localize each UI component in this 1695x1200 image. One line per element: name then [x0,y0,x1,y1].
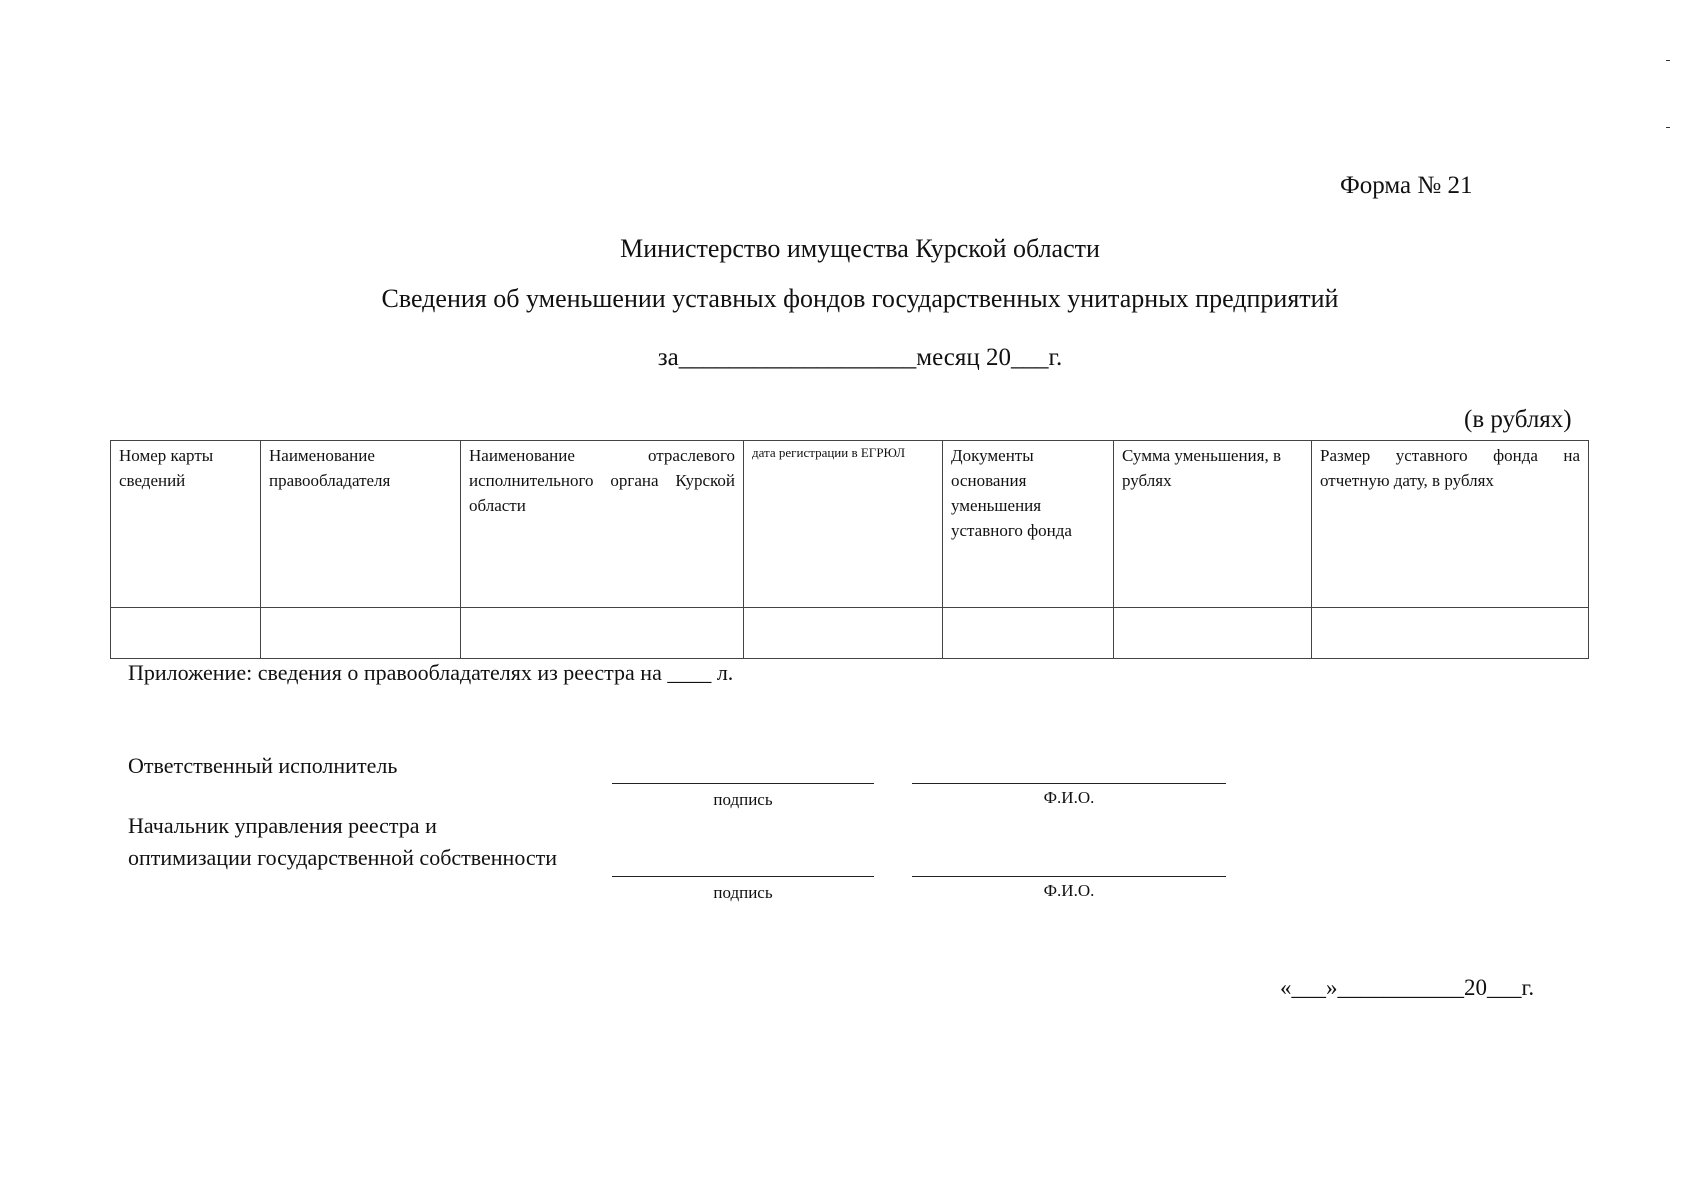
table-cell [1312,608,1589,659]
appendix-note: Приложение: сведения о правообладателях из реестра на ____ л. [128,660,734,685]
table-cell [1114,608,1312,659]
table-row [111,608,1589,659]
table-header-row [111,441,1589,608]
scan-mark [1666,60,1670,61]
name-line [912,876,1226,877]
reporting-period: за___________________месяц 20___г. [657,344,1063,371]
name-line [912,783,1226,784]
table-cell [744,608,943,659]
units-note: (в рублях) [1464,406,1572,433]
form-number: Форма № 21 [1340,172,1473,199]
table-cell [111,608,261,659]
signature-caption: подпись [713,883,773,902]
signature-caption: подпись [713,790,773,809]
column-header-fund-size: Размер уставного фонда на отчетную дату, в рублях [1312,441,1589,608]
name-caption: Ф.И.О. [1043,788,1095,807]
column-header-right-holder: Наименование правообладателя [261,441,461,608]
name-caption: Ф.И.О. [1043,881,1095,900]
responsible-executor-label: Ответственный исполнитель [128,753,398,778]
column-header-card-number: Номер карты сведений [111,441,261,608]
signature-line [612,783,874,784]
report-table [110,440,1589,659]
table-cell [261,608,461,659]
column-header-registration-date: дата регистрации в ЕГРЮЛ [744,441,943,608]
date-line: «___»___________20___г. [1280,975,1535,1000]
table-cell [943,608,1114,659]
scan-mark [1666,127,1670,128]
head-of-department-label-line1: Начальник управления реестра и [128,813,437,838]
ministry-name: Министерство имущества Курской области [620,234,1100,263]
table-cell [461,608,744,659]
document-title: Сведения об уменьшении уставных фондов государственных унитарных предприятий [381,284,1339,313]
head-of-department-label-line2: оптимизации государственной собственности [128,845,558,870]
column-header-executive-body: Наименование отраслевого исполнительного органа Курской области [461,441,744,608]
column-header-documents: Документы основания уменьшения уставного фонда [943,441,1114,608]
signature-line [612,876,874,877]
column-header-reduction-sum: Сумма уменьшения, в рублях [1114,441,1312,608]
